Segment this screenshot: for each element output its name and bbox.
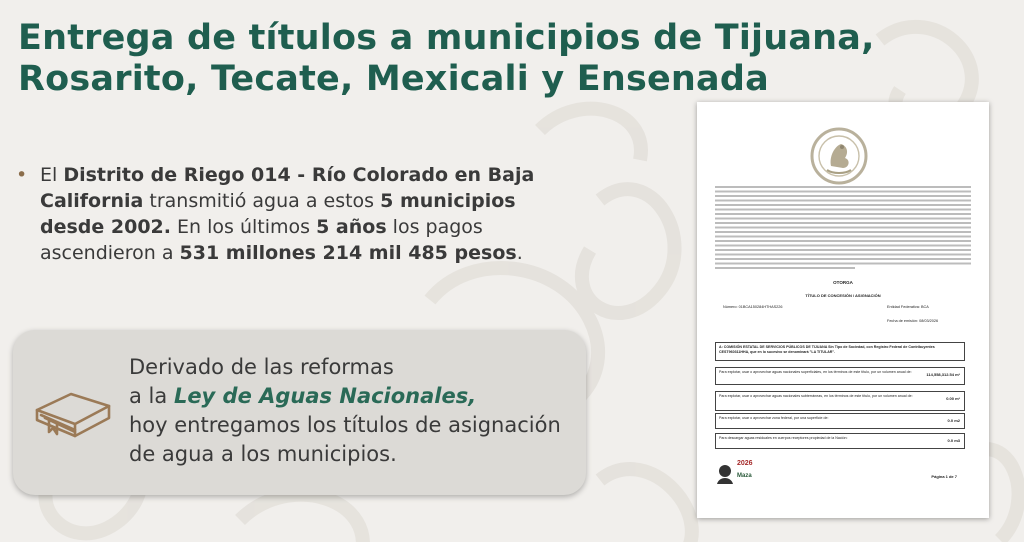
callout-line-1: Derivado de las reformas bbox=[129, 355, 394, 379]
doc-state: Entidad Federativa: BCA bbox=[887, 305, 929, 309]
callout-line-2 bbox=[129, 382, 561, 411]
title-line-2: Rosarito, Tecate, Mexicali y Ensenada bbox=[18, 59, 769, 99]
book-icon bbox=[31, 388, 113, 440]
callout-line-2-prefix: a la bbox=[129, 384, 174, 408]
doc-federal-zone-text: Para explotar, usar o aprovechar zona federal, por una superficie de: bbox=[719, 416, 829, 420]
doc-surface-water-box bbox=[715, 367, 965, 385]
page-title bbox=[18, 18, 875, 100]
bullet-text-5: . bbox=[516, 242, 523, 264]
logo-year: 2026 bbox=[737, 460, 753, 467]
mexican-coat-of-arms-seal bbox=[809, 126, 869, 186]
bullet-bold-district: Distrito de Riego 014 - Río Colorado en Baja California bbox=[40, 164, 535, 212]
doc-groundwater-amount: 0.00 m³ bbox=[946, 396, 960, 401]
doc-groundwater-text: Para explotar, usar o aprovechar aguas nacionales subterráneas, en los términos de este título, por un volumen anual de: bbox=[719, 394, 913, 398]
doc-otorga: OTORGA bbox=[833, 280, 853, 285]
doc-groundwater-box bbox=[715, 391, 965, 411]
doc-discharge-box bbox=[715, 433, 965, 449]
bullet-bold-municipalities: 5 municipios desde 2002. bbox=[40, 190, 516, 238]
doc-title: TÍTULO DE CONCESIÓN / ASIGNACIÓN bbox=[805, 293, 881, 298]
bullet-text-3: En los últimos bbox=[171, 216, 317, 238]
bullet-text-2: transmitió agua a estos bbox=[143, 190, 381, 212]
logo-name: Maza bbox=[737, 473, 752, 479]
doc-surface-water-text: Para explotar, usar o aprovechar aguas nacionales superficiales, en los términos de este título, por un volumen anual de: bbox=[719, 370, 912, 374]
bullet-bold-amount: 531 millones 214 mil 485 pesos bbox=[179, 242, 517, 264]
title-line-1: Entrega de títulos a municipios de Tijuana, bbox=[18, 18, 875, 58]
callout-box bbox=[13, 330, 586, 495]
doc-holder-box: A: COMISIÓN ESTATAL DE SERVICIOS PÚBLICOS DE TIJUANA Sin Tipo de Sociedad, con Registro Federal de Contribuyentes CEST960311HHA, que en lo sucesivo se denominará "LA TITULAR". bbox=[715, 342, 965, 361]
doc-federal-zone-box bbox=[715, 413, 965, 429]
law-name: Ley de Aguas Nacionales, bbox=[173, 384, 477, 408]
bullet-text bbox=[40, 162, 536, 266]
callout-line-3: hoy entregamos los títulos de asignación bbox=[129, 413, 561, 437]
doc-surface-water-amount: 114,558,312.54 m³ bbox=[926, 372, 960, 377]
title-document-image bbox=[697, 102, 989, 518]
bullet-text-4: los pagos ascendieron a bbox=[40, 216, 483, 264]
legal-text-paragraph bbox=[715, 186, 971, 362]
page-number: Página 1 de 7 bbox=[931, 474, 957, 479]
doc-date: Fecha de emisión: 08/03/2026 bbox=[887, 319, 939, 323]
callout-line-4: de agua a los municipios. bbox=[129, 442, 397, 466]
bullet-text-1: El bbox=[40, 164, 64, 186]
bullet-marker: • bbox=[16, 164, 28, 186]
callout-text bbox=[129, 353, 561, 469]
bullet-bold-years: 5 años bbox=[316, 216, 387, 238]
doc-federal-zone-amount: 0.0 m2 bbox=[947, 418, 960, 423]
doc-number: Número: 01BCA150284HTHAS226 bbox=[723, 305, 783, 309]
bullet-point bbox=[16, 162, 536, 266]
doc-discharge-amount: 0.0 m3 bbox=[947, 438, 960, 443]
doc-discharge-text: Para descargar aguas residuales en cuerpos receptores propiedad de la Nación: bbox=[719, 436, 848, 440]
